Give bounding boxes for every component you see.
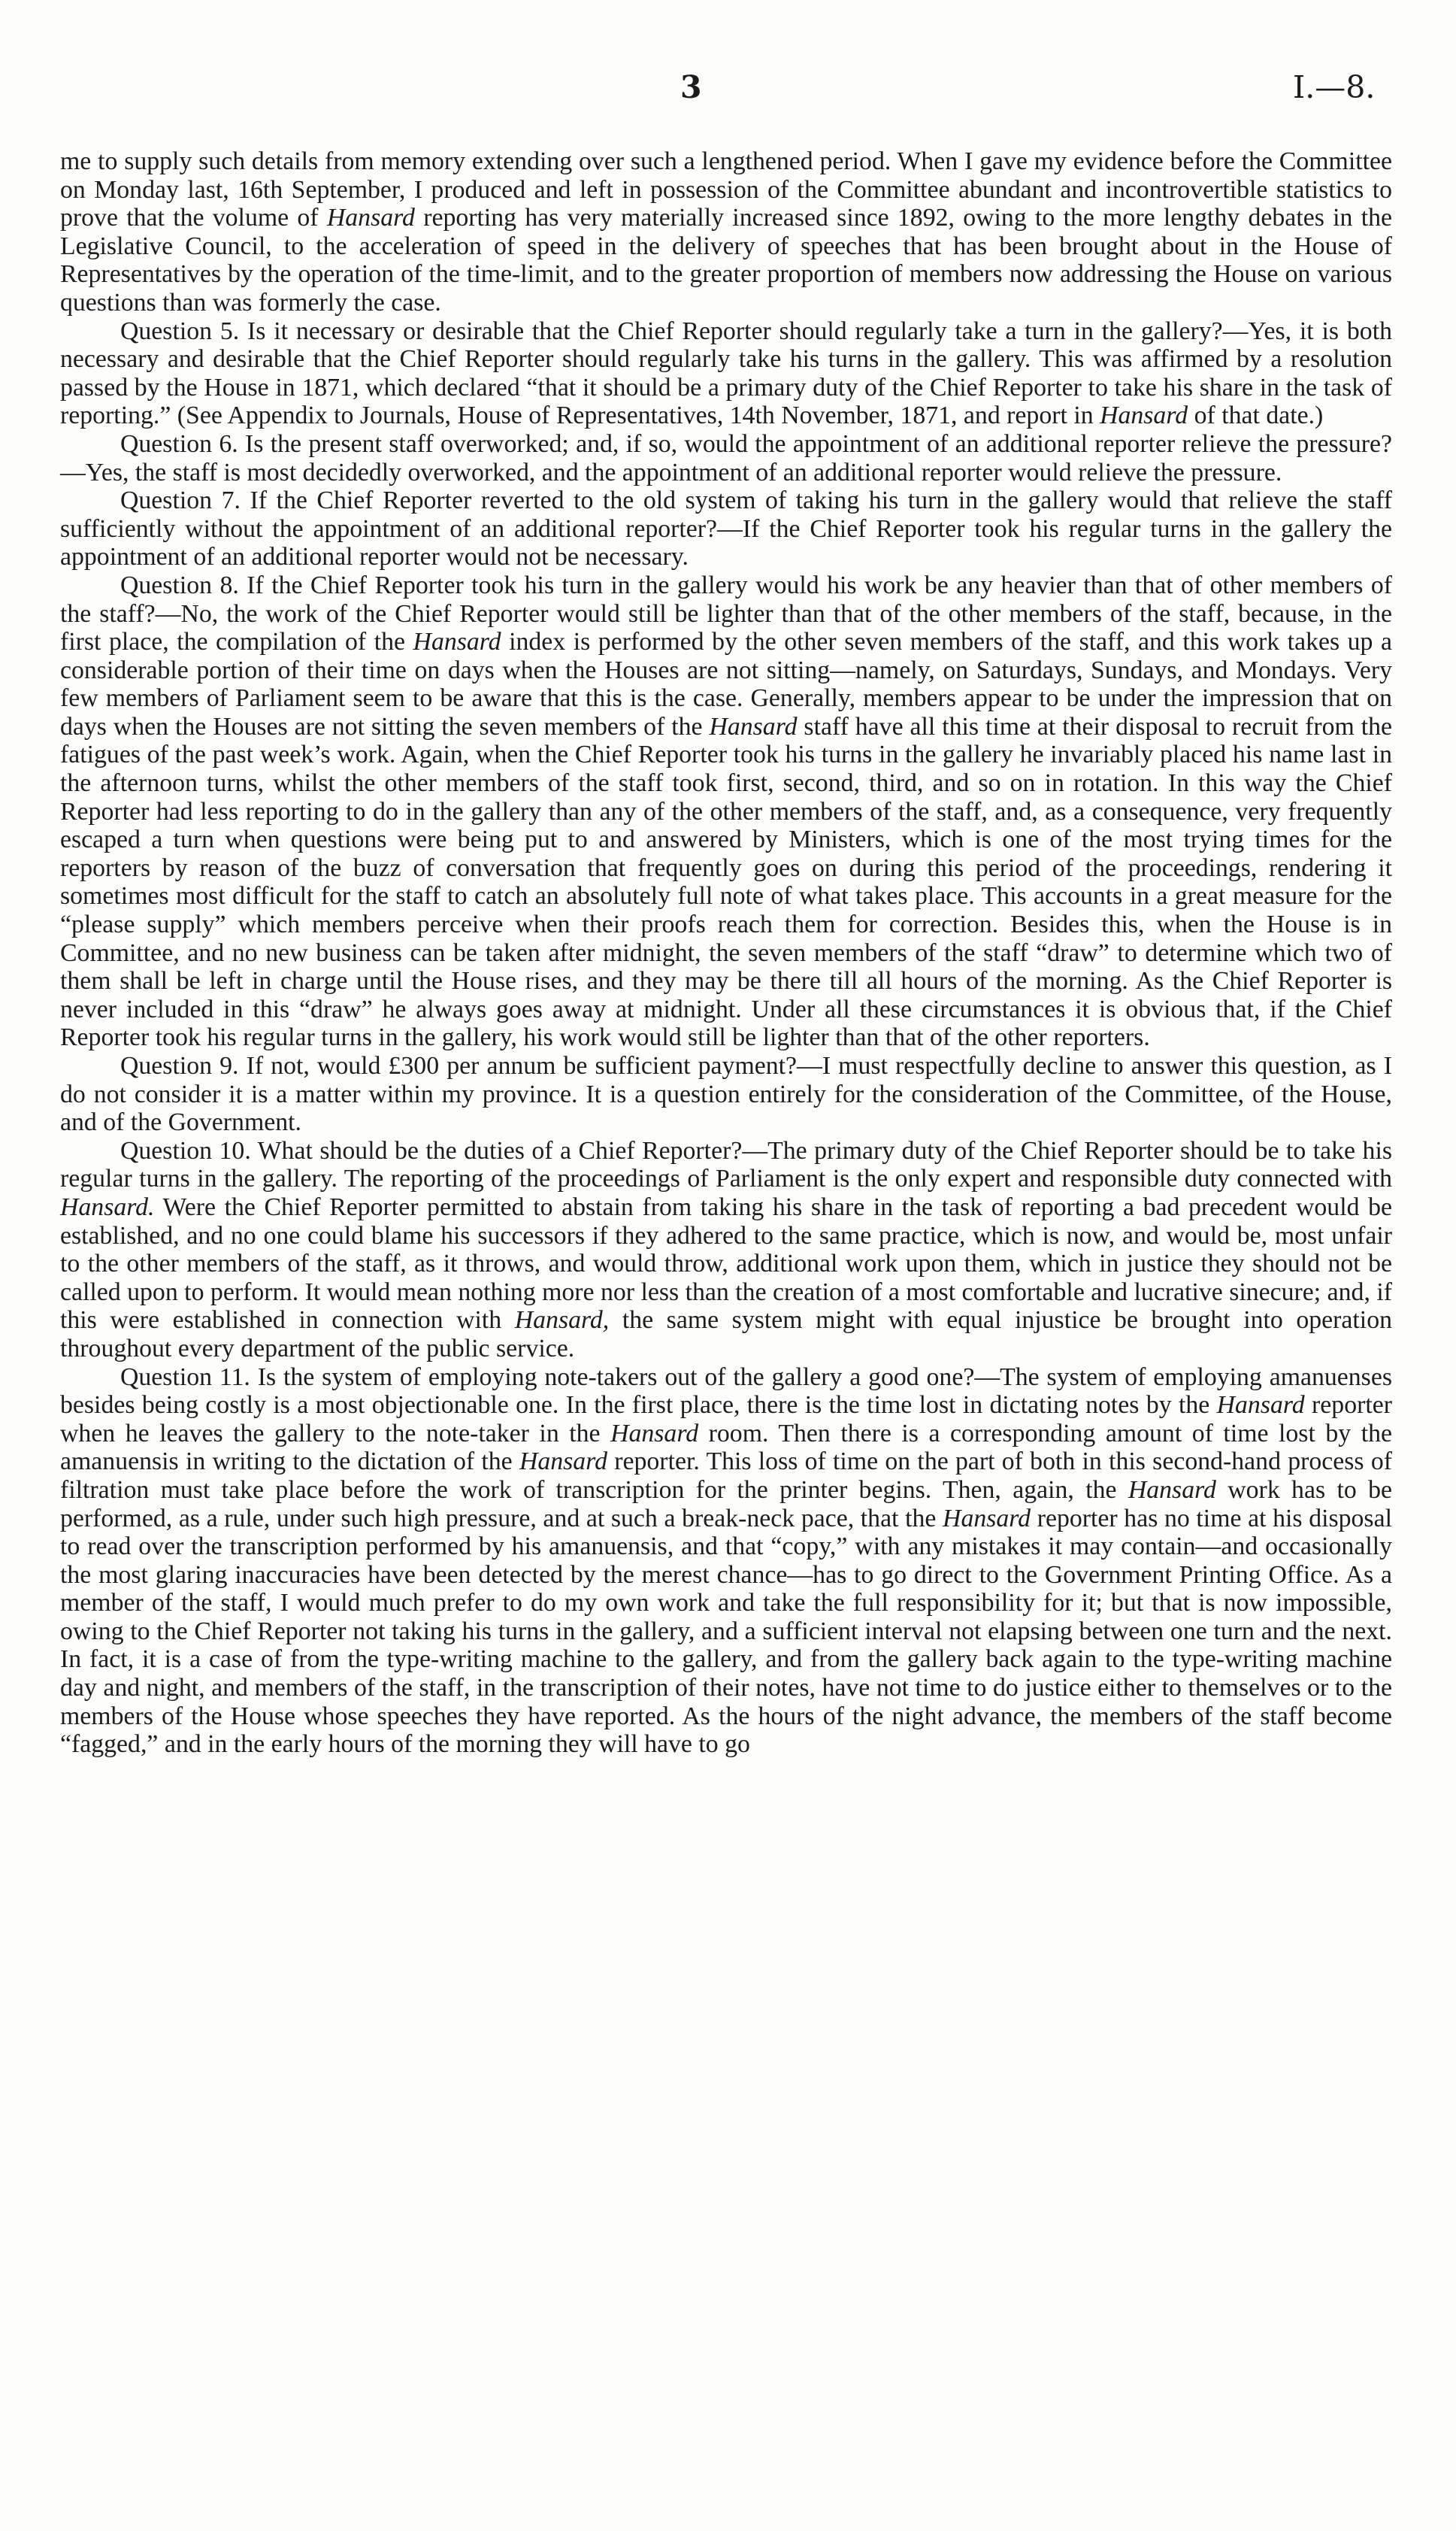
paragraph-question-9 [60,1052,1392,1137]
text-run: Were the Chief Reporter permitted to abstain from taking his share in the task of reporting a bad precedent would be established, and no one could blame his successors if they adhered to the same practice, which is now, and would be, most unfair to the other members of the staff, as it throws, and would throw, additional work upon them, which in justice they should not be called upon to perform. It would mean nothing more nor less than the creation of a most comfortable and lucrative sinecure; and, if this were established in connection with [60,1193,1392,1335]
text-run: index is performed by the other seven members of the staff, and this work takes up a considerable portion of their time on days when the Houses are not sitting—namely, on Saturdays, Sundays, and Mondays. Very few members of Parliament seem to be aware that this is the case. Generally, members appear to be under the impression that on days when the Houses are not sitting the seven members of the [60,628,1392,741]
text-run: Question 11. Is the system of employing note-takers out of the gallery a good one?—The system of employing amanuenses besides being costly is a most objectionable one. In the first place, there is the time lost in dictating notes by the [60,1362,1392,1420]
paragraph-question-5 [60,317,1392,430]
text-run: staff have all this time at their disposal to recruit from the fatigues of the past week’s work. Again, when the Chief Reporter took his turns in the gallery he invariably placed his name last in the afternoon turns, whilst the other members of the staff took first, second, third, and so on in rotation. In this way the Chief Reporter had less reporting to do in the gallery than any of the other members of the staff, and, as a consequence, very frequently escaped a turn when questions were being put to and answered by Ministers, which is one of the most trying times for the reporters by reason of the buzz of conversation that frequently goes on during this period of the proceedings, rendering it sometimes most difficult for the staff to catch an absolutely full note of what takes place. This accounts in a great measure for the “please supply” which members perceive when their proofs reach them for correction. Besides this, when the House is in Committee, and no new business can be taken after midnight, the seven members of the staff “draw” to determine which two of them shall be left in charge until the House rises, and they may be there till all hours of the morning. As the Chief Reporter is never included in this “draw” he always goes away at midnight. Under all these circumstances it is obvious that, if the Chief Reporter took his regular turns in the gallery, his work would still be lighter than that of the other reporters. [60,712,1392,1052]
text-run: Question 10. What should be the duties of a Chief Reporter?—The primary duty of the Chief Reporter should be to take his regular turns in the gallery. The reporting of the proceedings of Parliament is the only expert and responsible duty connected with [60,1136,1392,1193]
italic-text-run: Hansard [326,204,415,232]
paragraph-continuation [60,147,1392,317]
page-header [0,69,1456,114]
italic-text-run: Hansard, [514,1306,610,1335]
text-run: room. Then there is a corresponding amount of time lost by the amanuensis in writing to the dictation of the [60,1419,1392,1476]
text-run: reporter. This loss of time on the part of both in this second-hand process of filtration must take place before the work of transcription for the printer begins. Then, again, the [60,1447,1392,1504]
text-run: Question 5. Is it necessary or desirable that the Chief Reporter should regularly take a turn in the gallery?—Yes, it is both necessary and desirable that the Chief Reporter should regularly take his turns in the gallery. This was affirmed by a resolution passed by the House in 1871, which declared “that it should be a primary duty of the Chief Reporter to take his share in the task of reporting.” (See Appendix to Journals, House of Representatives, 14th November, 1871, and report in [60,317,1392,430]
italic-text-run: Hansard [943,1504,1031,1532]
text-run: of that date.) [1188,402,1324,430]
text-run: the same system might with equal injustice be brought into operation throughout every department of the public service. [60,1306,1392,1362]
page-number: 3 [680,69,702,105]
italic-text-run: Hansard [413,628,501,656]
italic-text-run: Hansard [610,1419,699,1447]
paragraph-question-10 [60,1137,1392,1363]
text-run: Question 9. If not, would £300 per annum be sufficient payment?—I must respectfully decline to answer this question, as I do not consider it is a matter within my province. It is a question entirely for the consideration of the Committee, of the House, and of the Government. [60,1052,1392,1137]
italic-text-run: Hansard. [60,1193,155,1221]
paragraph-question-7 [60,486,1392,571]
italic-text-run: Hansard [519,1447,607,1476]
text-run: work has to be performed, as a rule, under such high pressure, and at such a break-neck pace, that the [60,1475,1392,1532]
text-run: reporting has very materially increased since 1892, owing to the more lengthy debates in the Legislative Council, to the acceleration of speed in the delivery of speeches that has been brought about in the House of Representatives by the operation of the time-limit, and to the greater proportion of members now addressing the House on various questions than was formerly the case. [60,204,1392,317]
body-text [60,147,1392,1759]
paragraph-question-8 [60,571,1392,1052]
text-run: Question 6. Is the present staff overworked; and, if so, would the appointment of an additional reporter relieve the pressure?—Yes, the staff is most decidedly overworked, and the appointment of an additional reporter would relieve the pressure. [60,429,1392,486]
paragraph-question-11 [60,1363,1392,1759]
text-run: reporter when he leaves the gallery to the note-taker in the [60,1391,1392,1447]
italic-text-run: Hansard [709,712,798,741]
document-reference: I.—8. [1293,69,1376,105]
text-run: Question 8. If the Chief Reporter took his turn in the gallery would his work be any heavier than that of other members of the staff?—No, the work of the Chief Reporter would still be lighter than that of the other members of the staff, because, in the first place, the compilation of the [60,571,1392,656]
text-run: Question 7. If the Chief Reporter reverted to the old system of taking his turn in the gallery would that relieve the staff sufficiently without the appointment of an additional reporter?—If the Chief Reporter took his regular turns in the gallery the appointment of an additional reporter would not be necessary. [60,486,1392,571]
italic-text-run: Hansard [1100,402,1188,430]
text-run: reporter has no time at his disposal to read over the transcription performed by his amanuensis, and that “copy,” with any mistakes it may contain—and occasionally the most glaring inaccuracies have been detected by the merest chance—has to go direct to the Government Printing Office. As a member of the staff, I would much prefer to do my own work and take the full responsibility for it; but that is now impossible, owing to the Chief Reporter not taking his turns in the gallery, and a sufficient interval not elapsing between one turn and the next. In fact, it is a case of from the type-writing machine to the gallery, and from the gallery back again to the type-writing machine day and night, and members of the staff, in the transcription of their notes, have not time to do justice either to themselves or to the members of the House whose speeches they have reported. As the hours of the night advance, the members of the staff become “fagged,” and in the early hours of the morning they will have to go [60,1504,1392,1759]
italic-text-run: Hansard [1216,1391,1305,1420]
italic-text-run: Hansard [1128,1475,1216,1504]
paragraph-question-6 [60,430,1392,486]
text-run: me to supply such details from memory extending over such a lengthened period. When I gave my evidence before the Committee on Monday last, 16th September, I produced and left in possession of the Committee abundant and incontrovertible statistics to prove that the volume of [60,147,1392,232]
